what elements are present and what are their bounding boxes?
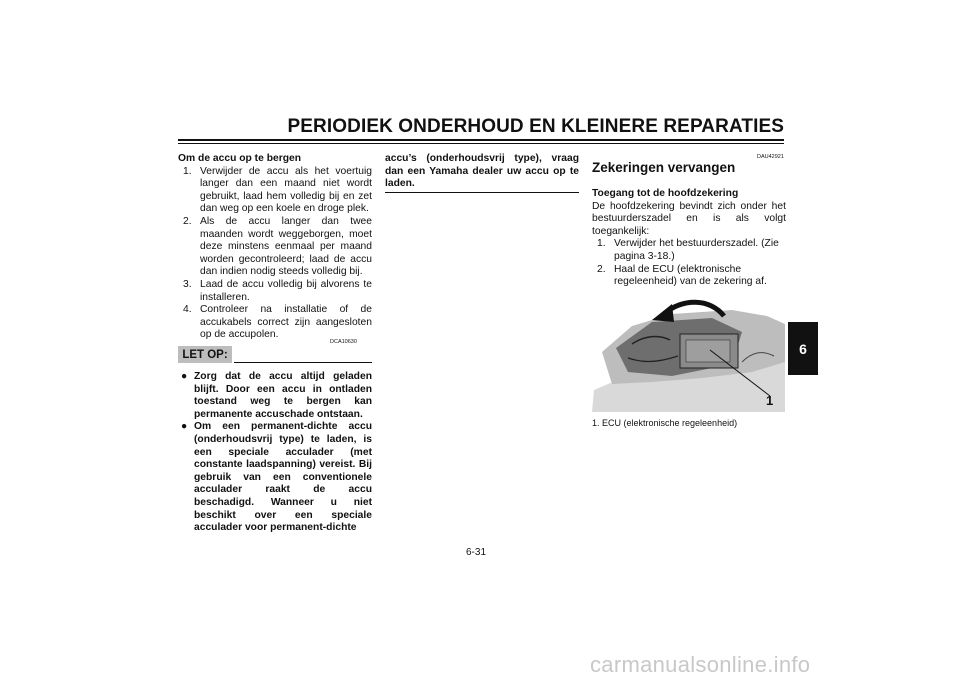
fuse-subheading: Toegang tot de hoofdzekering	[592, 188, 739, 199]
header-rule-thin	[178, 143, 784, 144]
list-item: ● Om een permanent-dichte accu (onderhoudsvrij type) te laden, is een speciale acculader (met constante laadspanning) vereist. Bij gebruik van een conventionele acculader raakt de accu beschadigd. Wanneer u niet beschikt over een speciale acculader voor permanent-dichte	[181, 421, 372, 534]
list-item: 2. Haal de ECU (elektronische regeleenheid) van de zekering af.	[597, 263, 767, 288]
ecu-photo	[592, 292, 785, 412]
fuse-section	[592, 188, 786, 289]
list-item: 2. Als de accu langer dan twee maanden wordt weggeborgen, moet deze minstens eenmaal per maand worden gecontroleerd; laad de accu dan indien nodig steeds volledig bij.	[183, 215, 372, 278]
list-item: 3. Laad de accu volledig bij alvorens te installeren.	[183, 278, 372, 303]
caution-bullets	[178, 371, 372, 535]
battery-storage-section	[178, 153, 372, 342]
list-item: 1. Verwijder het bestuurderszadel. (Zie pagina 3-18.)	[597, 238, 779, 262]
list-item: ● Zorg dat de accu altijd geladen blijft. Door een accu in ontladen toestand weg te bergen kan permanente accuschade ontstaan.	[181, 371, 372, 420]
list-item: 4. Controleer na installatie of de accukabels correct zijn aangesloten op de accupolen.	[183, 304, 372, 341]
caution-continuation: accu’s (onderhoudsvrij type), vraag dan een Yamaha dealer uw accu op te laden.	[385, 153, 579, 190]
caution-end-rule	[385, 192, 579, 193]
caution-rule	[234, 362, 372, 363]
section-code: DAU42921	[757, 154, 784, 160]
page-number: 6-31	[466, 547, 487, 558]
caution-label: LET OP:	[178, 346, 232, 363]
watermark-text: carmanualsonline.info	[590, 652, 811, 677]
caution-label-block	[178, 346, 372, 366]
section-title: Zekeringen vervangen	[592, 160, 736, 175]
chapter-tab[interactable]: 6	[788, 322, 818, 375]
bullet-icon: ●	[181, 421, 188, 433]
figure-callout: 1	[766, 393, 774, 408]
fuse-intro: De hoofdzekering bevindt zich onder het bestuurderszadel en is als volgt toegankelijk:	[592, 200, 786, 237]
page-header-title: PERIODIEK ONDERHOUD EN KLEINERE REPARATIES	[287, 116, 784, 137]
ecu-label-shape	[686, 340, 730, 362]
figure-caption: 1. ECU (elektronische regeleenheid)	[592, 418, 738, 428]
bullet-icon: ●	[181, 371, 188, 382]
header-rule	[178, 139, 784, 141]
caution-code: DCA10630	[330, 339, 357, 345]
battery-storage-heading: Om de accu op te bergen	[178, 153, 302, 164]
list-item: 1. Verwijder de accu als het voertuig langer dan een maand niet wordt gebruikt, laad hem volledig bij en zet dan weg op een koele en droge plek.	[183, 165, 372, 215]
